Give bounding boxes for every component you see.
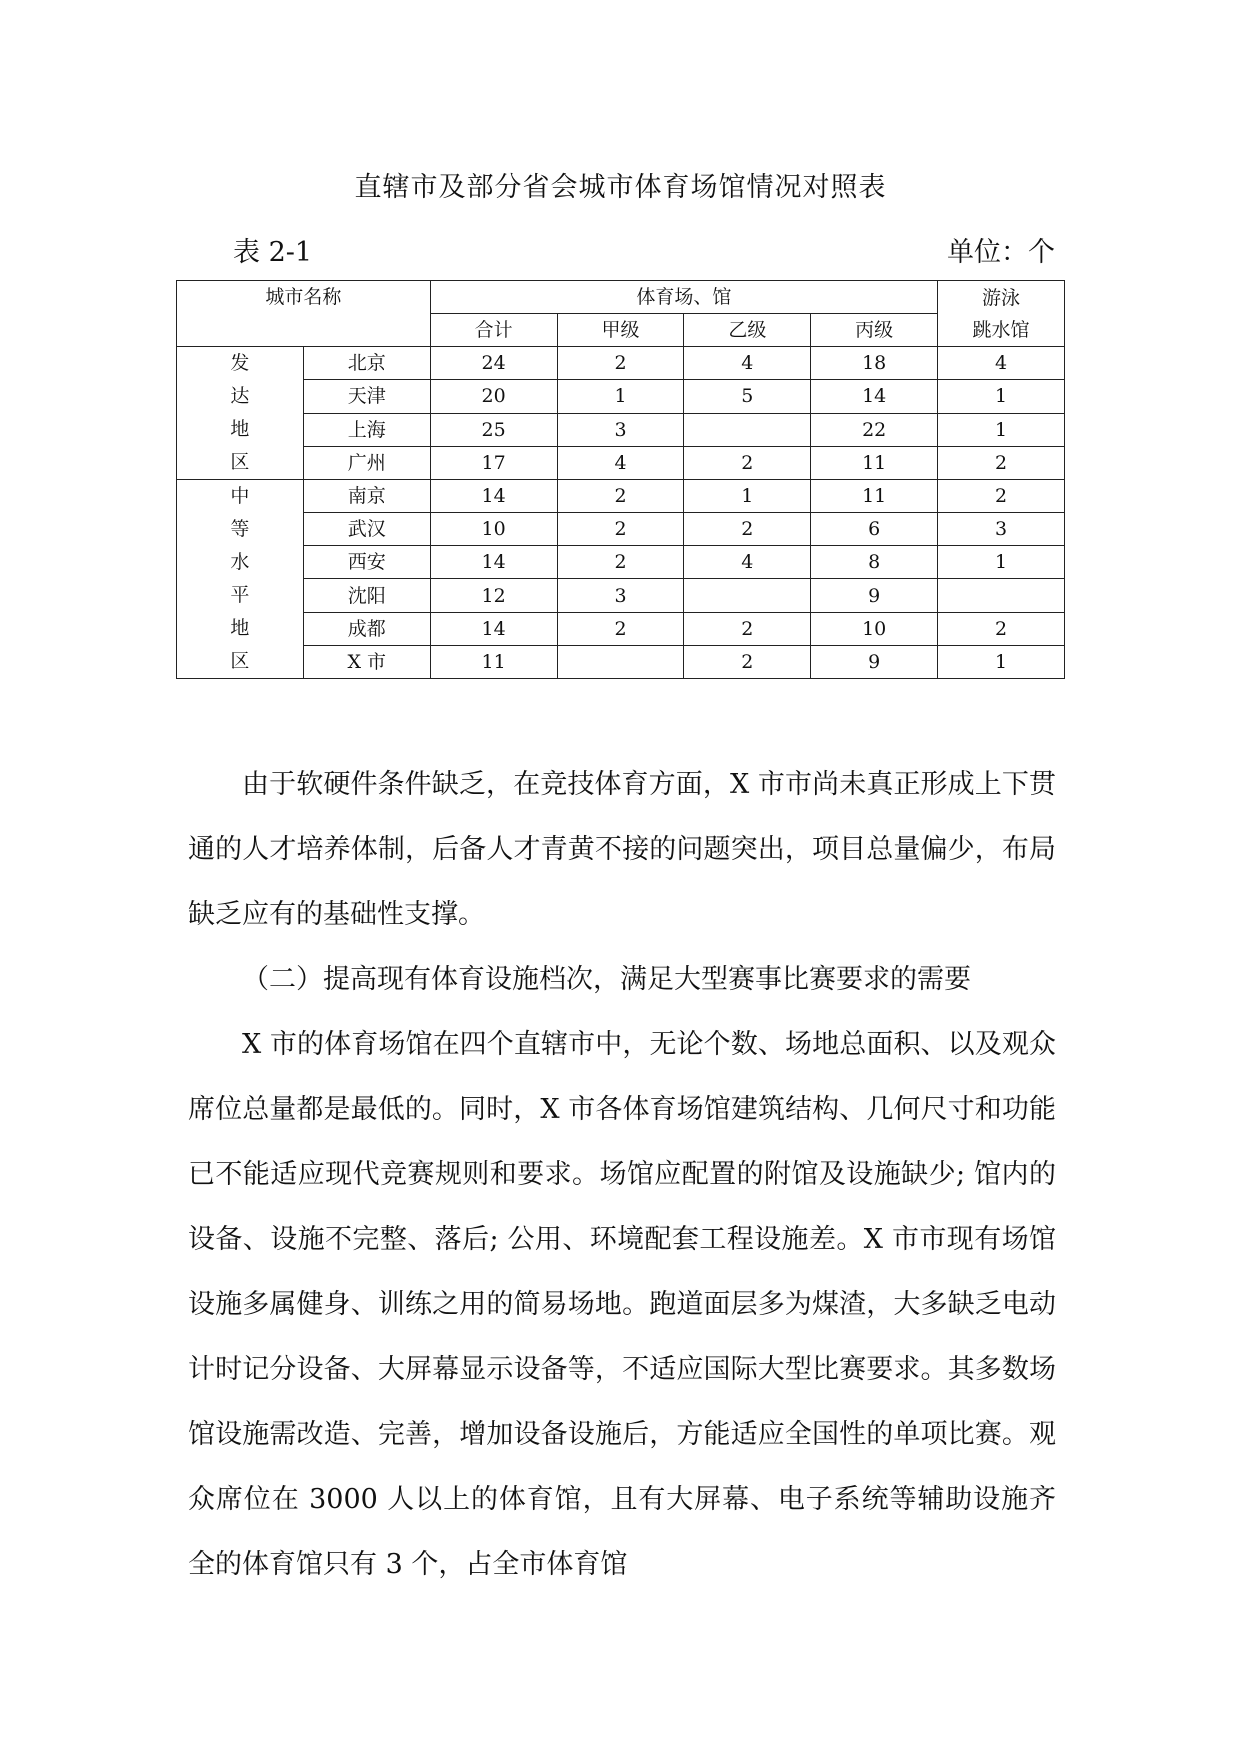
grade-a-cell: 2: [557, 480, 684, 513]
grade-c-cell: 10: [811, 612, 938, 645]
venue-comparison-table: [176, 280, 1065, 679]
grade-a-cell: 4: [557, 446, 684, 479]
grade-a-cell: 2: [557, 347, 684, 380]
page-title: 直辖市及部分省会城市体育场馆情况对照表: [354, 172, 887, 203]
header-city-name: 城市名称: [177, 281, 431, 347]
city-cell: X 市: [303, 645, 430, 678]
body-text: [188, 752, 1056, 1597]
header-swim-line2: 跳水馆: [972, 318, 1030, 341]
table-row: [177, 480, 1065, 513]
grade-b-cell: 4: [684, 347, 811, 380]
grade-c-cell: 18: [811, 347, 938, 380]
swim-cell: 2: [938, 612, 1065, 645]
total-cell: 10: [430, 513, 557, 546]
city-cell: 天津: [303, 380, 430, 413]
grade-c-cell: 11: [811, 480, 938, 513]
grade-a-cell: 3: [557, 579, 684, 612]
grade-b-cell: 1: [684, 480, 811, 513]
swim-cell: 1: [938, 645, 1065, 678]
grade-b-cell: 4: [684, 546, 811, 579]
total-cell: 17: [430, 446, 557, 479]
city-cell: 北京: [303, 347, 430, 380]
city-cell: 西安: [303, 546, 430, 579]
swim-cell: 1: [938, 413, 1065, 446]
city-cell: 成都: [303, 612, 430, 645]
header-venues: 体育场、馆: [430, 281, 937, 314]
swim-cell: 4: [938, 347, 1065, 380]
grade-a-cell: 3: [557, 413, 684, 446]
swim-cell: 3: [938, 513, 1065, 546]
region-label-text: 发达地区: [230, 352, 250, 473]
table-row: [177, 579, 1065, 612]
grade-b-cell: 2: [684, 446, 811, 479]
grade-b-cell: [684, 413, 811, 446]
paragraph: 由于软硬件条件缺乏，在竞技体育方面，X 市市尚未真正形成上下贯通的人才培养体制，后备人才青黄不接的问题突出，项目总量偏少，布局缺乏应有的基础性支撑。: [188, 769, 1056, 930]
city-cell: 沈阳: [303, 579, 430, 612]
header-swim: [938, 281, 1065, 347]
header-total: 合计: [430, 314, 557, 347]
region-label-text: 中等水平地区: [230, 485, 250, 672]
table-row: [177, 347, 1065, 380]
grade-c-cell: 14: [811, 380, 938, 413]
table-row: [177, 446, 1065, 479]
table-number: 表 2-1: [233, 237, 313, 268]
table-row: [177, 612, 1065, 645]
grade-b-cell: [684, 579, 811, 612]
grade-c-cell: 8: [811, 546, 938, 579]
table-unit: 单位：个: [947, 237, 1055, 268]
table-meta-row: [233, 230, 1055, 266]
total-cell: 14: [430, 480, 557, 513]
grade-c-cell: 11: [811, 446, 938, 479]
grade-c-cell: 9: [811, 579, 938, 612]
total-cell: 20: [430, 380, 557, 413]
grade-c-cell: 9: [811, 645, 938, 678]
section-heading: （二）提高现有体育设施档次，满足大型赛事比赛要求的需要: [242, 964, 971, 995]
total-cell: 11: [430, 645, 557, 678]
paragraph: X 市的体育场馆在四个直辖市中，无论个数、场地总面积、以及观众席位总量都是最低的。同时，X 市各体育场馆建筑结构、几何尺寸和功能已不能适应现代竞赛规则和要求。场馆应配置的附馆及设施缺少; 馆内的设备、设施不完整、落后; 公用、环境配套工程设施差。X 市市现有场馆设施多属健身、训练之用的简易场地。跑道面层多为煤渣，大多缺乏电动计时记分设备、大屏幕显示设备等，不适应国际大型比赛要求。其多数场馆设施需改造、完善，增加设备设施后，方能适应全国性的单项比赛。观众席位在 3000 人以上的体育馆，且有大屏幕、电子系统等辅助设施齐全的体育馆只有 3 个，占全市体育馆: [188, 1029, 1056, 1580]
table-row: [177, 413, 1065, 446]
grade-c-cell: 6: [811, 513, 938, 546]
grade-a-cell: 1: [557, 380, 684, 413]
city-cell: 武汉: [303, 513, 430, 546]
grade-b-cell: 2: [684, 645, 811, 678]
grade-b-cell: 2: [684, 612, 811, 645]
total-cell: 12: [430, 579, 557, 612]
total-cell: 25: [430, 413, 557, 446]
total-cell: 14: [430, 546, 557, 579]
header-grade-a: 甲级: [557, 314, 684, 347]
header-grade-c: 丙级: [811, 314, 938, 347]
swim-cell: 1: [938, 546, 1065, 579]
swim-cell: 1: [938, 380, 1065, 413]
city-cell: 上海: [303, 413, 430, 446]
swim-cell: [938, 579, 1065, 612]
table-row: [177, 645, 1065, 678]
grade-b-cell: 5: [684, 380, 811, 413]
grade-a-cell: [557, 645, 684, 678]
region-label: [177, 347, 304, 480]
total-cell: 24: [430, 347, 557, 380]
swim-cell: 2: [938, 480, 1065, 513]
table-header-row-1: [177, 281, 1065, 314]
grade-a-cell: 2: [557, 546, 684, 579]
table-row: [177, 546, 1065, 579]
header-swim-line1: 游泳: [982, 286, 1021, 309]
table-row: [177, 380, 1065, 413]
grade-c-cell: 22: [811, 413, 938, 446]
total-cell: 14: [430, 612, 557, 645]
table-row: [177, 513, 1065, 546]
city-cell: 广州: [303, 446, 430, 479]
swim-cell: 2: [938, 446, 1065, 479]
header-grade-b: 乙级: [684, 314, 811, 347]
city-cell: 南京: [303, 480, 430, 513]
region-label: [177, 480, 304, 679]
grade-a-cell: 2: [557, 513, 684, 546]
grade-a-cell: 2: [557, 612, 684, 645]
grade-b-cell: 2: [684, 513, 811, 546]
